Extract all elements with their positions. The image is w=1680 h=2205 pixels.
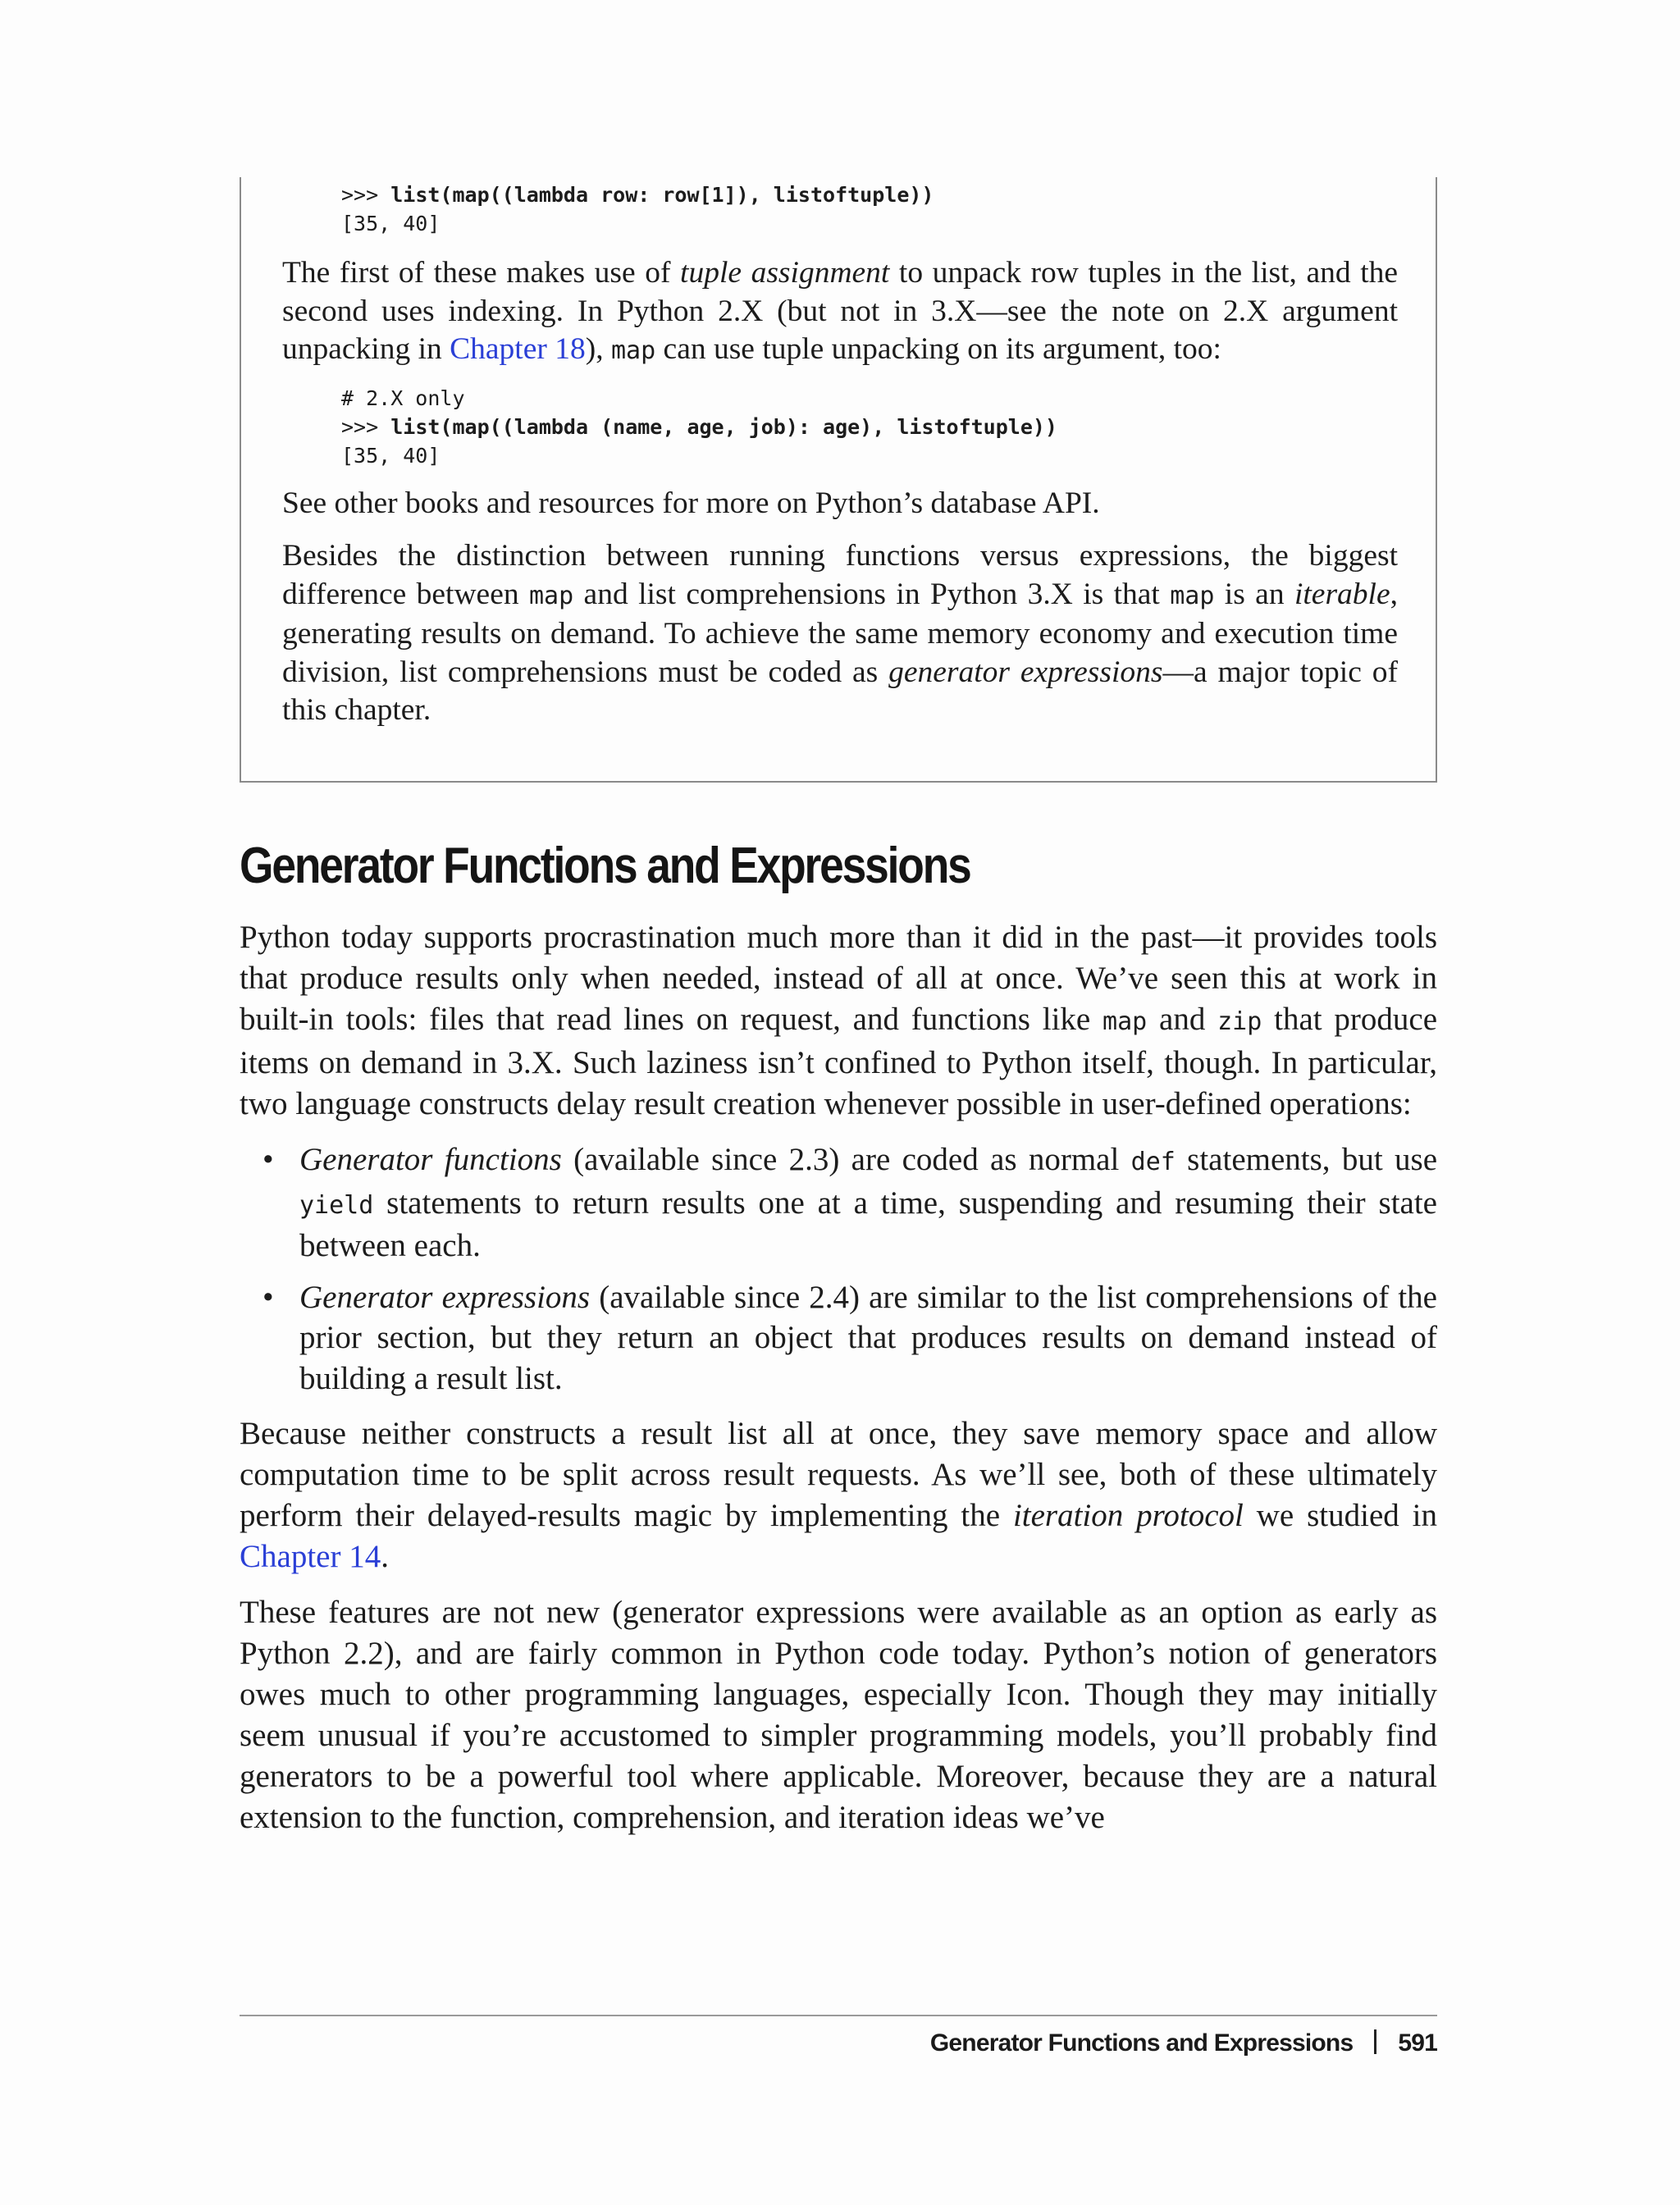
chapter-14-link[interactable]: Chapter 14 <box>240 1539 381 1574</box>
chapter-18-link[interactable]: Chapter 18 <box>450 332 586 366</box>
emphasis-text: Generator expressions <box>299 1279 591 1315</box>
sidebar-paragraph-1: The first of these makes use of tuple assignment to unpack row tuples in the list, and the second uses indexing. In Python 2.X (but not in 3.X—see the note on 2.X argument unpacking in Chapter 18), map can use tuple unpacking on its argument, too: <box>282 256 1399 366</box>
body-paragraph-1: Python today supports procrastination much more than it did in the past—it provides tools that produce results only when needed, instead of all at once. We’ve seen this at work in built-in tools: files that read lines on request, and functions like map and zip that produce items on demand in 3.X. Such laziness isn’t confined to Python itself, though. In particular, two language constructs delay result creation whenever possible in user-defined operations: <box>240 920 1438 1121</box>
body-paragraph-3: These features are not new (generator expressions were available as an option as early as Python 2.2), and are fairly common in Python code today. Python’s notion of generators owes much to other programming languages, especially Icon. Though they may initially seem unusual if you’re accustomed to simpler programming models, you’ll probably find generators to be a powerful tool where applicable. Moreover, because they are a natural extension to the function, comprehension, and iteration ideas we’ve <box>240 1595 1437 1835</box>
section-body <box>240 917 1437 1853</box>
section-heading: Generator Functions and Expressions <box>240 838 970 894</box>
emphasis-text: iterable <box>1294 577 1390 611</box>
code-line: list(map((lambda row: row[1]), listoftuple)) <box>390 183 934 207</box>
sidebar-paragraph-3: Besides the distinction between running functions versus expressions, the biggest difference between map and list comprehensions in Python 3.X is that map is an iterable, generating results on demand. To achieve the same memory economy and execution time division, list comprehensions must be coded as generator expressions—a major topic of this chapter. <box>282 539 1398 727</box>
code-output: [35, 40] <box>341 443 441 468</box>
inline-code-def: def <box>1130 1148 1176 1176</box>
inline-code-map: map <box>1102 1007 1148 1036</box>
page-number: 591 <box>1398 2029 1437 2057</box>
emphasis-text: generator expressions <box>888 655 1163 689</box>
code-prompt: >>> <box>341 414 391 439</box>
code-output: [35, 40] <box>341 212 441 235</box>
code-block-2 <box>341 384 1398 470</box>
sidebar-paragraph-2: See other books and resources for more on Python’s database API. <box>282 486 1100 520</box>
inline-code-map: map <box>528 581 574 610</box>
inline-code-map: map <box>610 336 656 365</box>
bullet-icon: • <box>262 1142 274 1177</box>
code-line: list(map((lambda (name, age, job): age), listoftuple)) <box>390 414 1057 439</box>
list-item: • Generator expressions (available since 2.4) are similar to the list comprehensions of the prior section, but they return an object that produces results on demand instead of building a result list. <box>240 1277 1437 1399</box>
bullet-icon: • <box>262 1279 274 1315</box>
body-paragraph-2: Because neither constructs a result list all at once, they save memory space and allow computation time to be split across result requests. As we’ll see, both of these ultimately perform their delayed-results magic by implementing the iteration protocol we studied in Chapter 14. <box>240 1416 1438 1574</box>
inline-code-yield: yield <box>299 1190 374 1220</box>
page-footer <box>930 2029 1437 2057</box>
emphasis-text: Generator functions <box>299 1142 562 1177</box>
inline-code-zip: zip <box>1217 1007 1262 1036</box>
inline-code-map: map <box>1170 581 1215 610</box>
emphasis-text: iteration protocol <box>1012 1498 1244 1533</box>
code-prompt: >>> <box>341 183 391 207</box>
running-head: Generator Functions and Expressions <box>929 2029 1354 2057</box>
bullet-list <box>240 1139 1437 1399</box>
list-item: • Generator functions (available since 2.3) are coded as normal def statements, but use yield statements to return results one at a time, suspending and resuming their state between each. <box>240 1139 1437 1267</box>
emphasis-text: tuple assignment <box>680 256 890 290</box>
footer-separator <box>1374 2029 1376 2054</box>
code-comment: # 2.X only <box>341 386 465 410</box>
footer-divider <box>240 2015 1437 2016</box>
sidebar-content <box>282 177 1398 730</box>
code-block-1 <box>341 180 1398 238</box>
sidebar-box <box>240 177 1437 783</box>
